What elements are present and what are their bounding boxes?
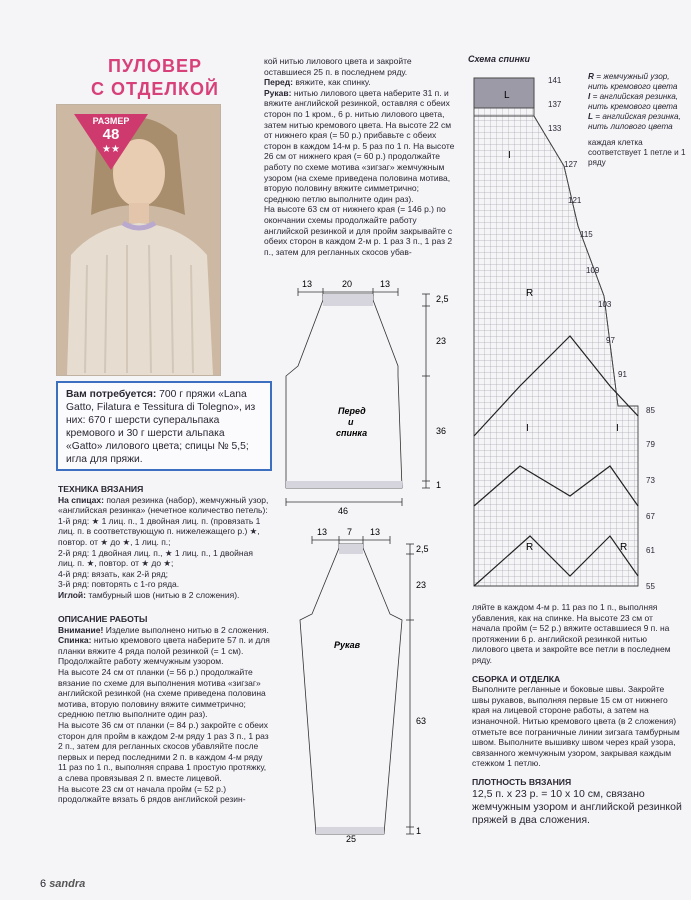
scheme-zone-R-mid: R: [526, 288, 534, 299]
scheme-legend: [588, 72, 686, 168]
legend-key-L: L: [588, 112, 594, 121]
density-text: 12,5 п. х 23 р. = 10 х 10 см, связано жемчужным узором и английской резинкой пряжей в два сложения.: [472, 787, 682, 826]
badge-stars: ★★: [102, 144, 120, 155]
needles-label: На спицах:: [58, 494, 104, 505]
legend-key-I: I: [588, 92, 591, 101]
row-label-137: 137: [548, 100, 562, 109]
sleeve-dim-bottom: 25: [346, 834, 357, 844]
sleeve-dim-right-4: 1: [416, 826, 422, 836]
density-heading: ПЛОТНОСТЬ ВЯЗАНИЯ: [472, 776, 572, 787]
legend-text-R: = жемчужный узор, нить кремового цвета: [588, 72, 678, 91]
assembly-heading: СБОРКА И ОТДЕЛКА: [472, 673, 561, 684]
row-label-133: 133: [548, 124, 562, 133]
badge-size: 48: [102, 126, 120, 143]
legend-text-I: = английская резинка, нить кремового цвета: [588, 92, 679, 111]
column-3-text: [472, 602, 682, 827]
sleeve-label: Рукав: [334, 640, 361, 650]
legend-key-R: R: [588, 72, 594, 81]
technique-row-3: 3-й ряд: повторять с 1-го ряда.: [58, 579, 180, 590]
row-label-109: 109: [586, 266, 600, 275]
needles-text: полая резинка (набор), жемчужный узор, «английская резинка» (нечетное количество петель):: [58, 494, 269, 516]
scheme-zone-I-right: I: [616, 423, 619, 434]
work-heading: ОПИСАНИЕ РАБОТЫ: [58, 614, 148, 624]
front-dim-right-3: 36: [436, 426, 447, 436]
page-footer: [40, 878, 85, 890]
page-title: [60, 56, 250, 100]
sleeve-dim-top-left: 13: [317, 527, 328, 537]
technique-heading: ТЕХНИКА ВЯЗАНИЯ: [58, 484, 144, 494]
front-text: вяжите, как спинку.: [295, 77, 371, 88]
attention-label: Внимание!: [58, 624, 104, 635]
row-label-115: 115: [580, 230, 593, 239]
front-dim-top-left: 13: [302, 279, 313, 289]
sleeve-dim-right-2: 23: [416, 580, 427, 590]
front-dim-top-right: 13: [380, 279, 391, 289]
front-dim-right-1: 2,5: [436, 294, 449, 304]
sleeve-dim-top-right: 13: [370, 527, 381, 537]
column-2-text: [264, 56, 456, 257]
front-dim-top-mid: 20: [342, 279, 353, 289]
size-badge: [72, 112, 150, 172]
work-section: [58, 614, 270, 805]
magazine-brand: sandra: [49, 878, 86, 890]
badge-label: РАЗМЕР: [92, 116, 130, 126]
col3-text: ляйте в каждом 4-м р. 11 раз по 1 п., выполняя убавления, как на спинке. На высоте 23 см от начала пройм (= 52 р.) вяжите оставшиеся 9 п. на протяжении 6 р. английской резинкой нитью лилового цвета и закройте все петли в последнем ряду.: [472, 602, 671, 665]
front-label-1: Перед: [338, 406, 366, 416]
front-dim-bottom: 46: [338, 506, 349, 516]
page-number: 6: [40, 878, 47, 890]
row-label-97: 97: [606, 336, 615, 345]
front-back-diagram: [276, 276, 449, 516]
row-label-73: 73: [646, 476, 655, 485]
row-label-79: 79: [646, 440, 655, 449]
technique-row-1: 1-й ряд: ★ 1 лиц. п., 1 двойная лиц. п. (провязать 1 лиц. п. в соответствующую п. нижележащего р.) ★, повтор. от ★ до ★, 1 лиц. п.;: [58, 515, 261, 547]
back-paragraph-2: На высоте 24 см от планки (= 56 р.) продолжайте вязание по схеме для выполнения мотива «зигзаг» английской резинкой (на схеме приведена половина мотива, вторую половину вяжите симметрично; среднюю петлю выполните один раз).: [58, 666, 266, 720]
technique-section: [58, 484, 270, 601]
scheme-zone-L: L: [504, 90, 510, 101]
scheme-zone-R-left: R: [526, 542, 534, 553]
row-label-55: 55: [646, 582, 655, 591]
legend-cell-note: каждая клетка соответствует 1 петле и 1 ряду: [588, 138, 686, 167]
col2-intro: кой нитью лилового цвета и закройте оставшиеся 25 п. в последнем ряду.: [264, 56, 412, 77]
row-label-103: 103: [598, 300, 612, 309]
needle-text: тамбурный шов (нитью в 2 сложения).: [88, 589, 240, 600]
sleeve-text-2: На высоте 63 см от нижнего края (= 146 р.) по окончании схемы продолжайте работу английской резинкой и для пройм закрывайте с обеих сторон в каждом 2-м р. 1 раз 3 п., 1 раз 2 п., затем для регланных скосов убав-: [264, 204, 453, 257]
back-paragraph-4: На высоте 23 см от начала пройм (= 52 р.) продолжайте вязать 6 рядов английской резин-: [58, 783, 246, 805]
technique-row-4: 4-й ряд: вязать, как 2-й ряд;: [58, 568, 169, 579]
materials-text: 700 г пряжи «Lana Gatto, Filatura e Tessitura di Tolegno», из них: 670 г шерсти суперальпака кремового и 30 г шерсти альпака «Gatto» лилового цвета; спицы № 5,5; игла для пряжи.: [66, 389, 256, 465]
legend-text-L: = английская резинка, нить лилового цвета: [588, 112, 681, 131]
sleeve-dim-right-1: 2,5: [416, 544, 429, 554]
scheme-zone-I-top: I: [508, 150, 511, 161]
row-label-141: 141: [548, 76, 562, 85]
sleeve-text: нитью лилового цвета наберите 31 п. и вяжите английской резинкой, оставляя с обеих сторон по 1 кром., 6 р. нитью лилового цвета, затем нитью кремового цвета. На высоте 22 см от нижнего края (= 50 р.) прибавьте с обеих сторон в каждом 14-м р. 5 раз по 1 п. На высоте 26 см от нижнего края (= 60 р.) продолжайте работу по схеме мотива «зигзаг» жемчужным узором (на схеме приведена половина мотива, вторую половину вяжите симметрично; среднюю петлю выполните один раз).: [264, 87, 455, 204]
title-line-1: ПУЛОВЕР: [107, 56, 203, 76]
row-label-121: 121: [568, 196, 582, 205]
row-label-67: 67: [646, 512, 655, 521]
materials-label: Вам потребуется:: [66, 389, 157, 400]
front-label: Перед:: [264, 77, 293, 88]
row-label-85: 85: [646, 406, 655, 415]
back-label: Спинка:: [58, 635, 92, 646]
assembly-text: Выполните регланные и боковые швы. Закройте швы рукавов, выполняя первые 15 см от нижнего края на лицевой стороне работы, а затем на изнаночной. Нитью кремового цвета (в 2 сложения) отметьте все пограничные линии зигзага тамбурным швом. Выполните вышивку швом через край узора, связанного жемчужным узором, закрывая каждым стежком 1 петлю.: [472, 684, 680, 769]
needle-label: Иглой:: [58, 589, 86, 600]
row-label-127: 127: [564, 160, 578, 169]
back-paragraph-1: нитью кремового цвета наберите 57 п. и для планки вяжите 4 ряда полой резинкой (= 1 см). Продолжайте работу жемчужным узором.: [58, 635, 270, 667]
sleeve-dim-top-mid: 7: [347, 527, 353, 537]
sleeve-label: Рукав:: [264, 87, 292, 98]
front-label-3: спинка: [336, 428, 368, 438]
title-line-2: С ОТДЕЛКОЙ: [91, 79, 219, 99]
front-label-2: и: [348, 417, 354, 427]
materials-box: [56, 381, 272, 471]
front-dim-right-4: 1: [436, 480, 442, 490]
row-label-61: 61: [646, 546, 655, 555]
scheme-zone-I-left: I: [526, 423, 529, 434]
sleeve-diagram: [286, 524, 446, 844]
front-dim-right-2: 23: [436, 336, 447, 346]
back-paragraph-3: На высоте 36 см от планки (= 84 р.) закройте с обеих сторон для пройм в каждом 2-м ряду 1 раз 3 п., 1 раз 2 п., затем для регланных скосов убавляйте после первых и перед последними 2 п. в каждом 4-м ряду 11 раз по 1 п., выполняя справа 1 простую протяжку, а слева провязывая 2 п. вместе лицевой.: [58, 719, 269, 783]
technique-row-2: 2-й ряд: 1 двойная лиц. п., ★ 1 лиц. п., 1 двойная лиц. п. ★, повтор. от ★ до ★;: [58, 547, 253, 569]
scheme-title: Схема спинки: [468, 54, 530, 64]
attention-text: Изделие выполнено нитью в 2 сложения.: [105, 624, 269, 635]
scheme-zone-R-right: R: [620, 542, 628, 553]
row-label-91: 91: [618, 370, 627, 379]
sleeve-dim-right-3: 63: [416, 716, 427, 726]
